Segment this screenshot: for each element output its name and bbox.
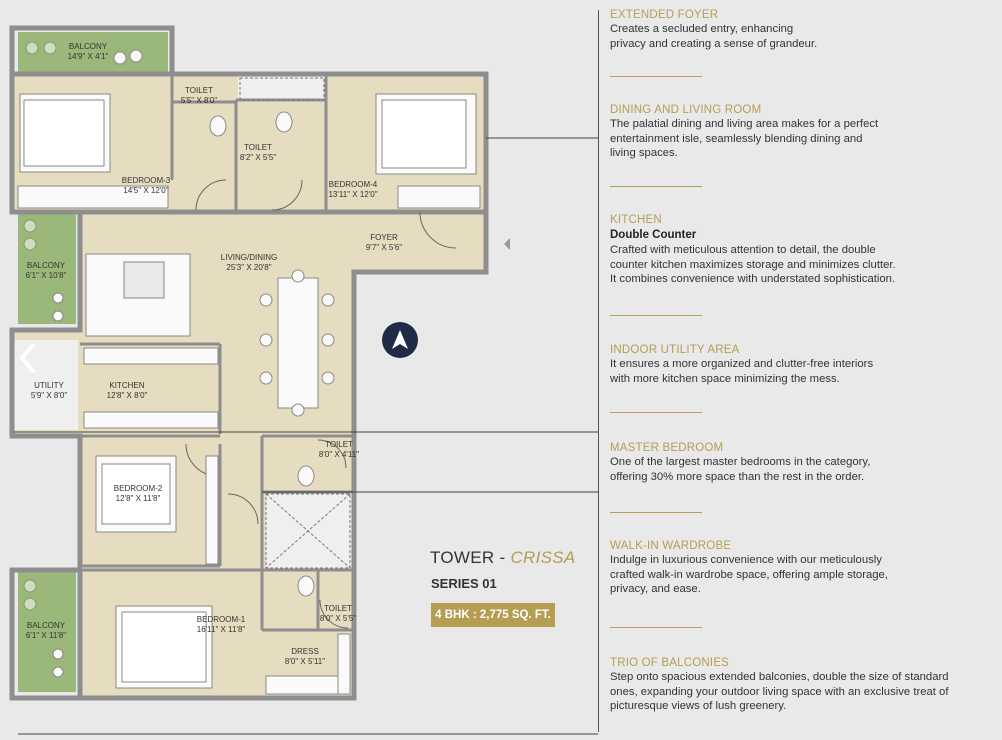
- chevron-left-icon[interactable]: [14, 340, 44, 376]
- room-label-kitchen: KITCHEN 12'8" X 8'0": [106, 381, 148, 400]
- feature-trio-balconies: TRIO OF BALCONIES Step onto spacious extended balconies, double the size of standard ones, expanding your outdoor living space with an exclusive treat of picturesque views of lush greenery.: [610, 657, 949, 712]
- room-label-balcony-top: BALCONY 14'9" X 4'1": [67, 42, 109, 61]
- panel-divider: [598, 10, 599, 732]
- room-label-bedroom-3: BEDROOM-3 14'5" X 12'0": [121, 176, 171, 195]
- room-label-foyer: FOYER 9'7" X 5'6": [365, 233, 403, 252]
- feature-dining-living: DINING AND LIVING ROOM The palatial dining and living area makes for a perfect entertainment isle, seamlessly blending dining and living spaces.: [610, 104, 879, 159]
- feature-indoor-utility: INDOOR UTILITY AREA It ensures a more organized and clutter-free interiors with more kitchen space minimizing the mess.: [610, 344, 874, 385]
- feature-separator: [610, 186, 702, 187]
- room-label-bedroom-4: BEDROOM-4 13'11" X 12'0": [328, 180, 378, 199]
- feature-separator: [610, 512, 702, 513]
- unit-size-badge: 4 BHK : 2,775 SQ. FT.: [431, 603, 555, 627]
- feature-extended-foyer: EXTENDED FOYER Creates a secluded entry, enhancing privacy and creating a sense of grandeur.: [610, 9, 818, 50]
- north-arrow-icon: [382, 322, 418, 358]
- tower-name: TOWER - CRISSA: [430, 548, 576, 567]
- feature-walk-in-wardrobe: WALK-IN WARDROBE Indulge in luxurious convenience with our meticulously crafted walk-in wardrobe space, offering ample storage, privacy, and ease.: [610, 540, 888, 595]
- feature-separator: [610, 315, 702, 316]
- room-label-toilet-4: TOILET 8'0" X 5'5": [319, 604, 357, 623]
- feature-kitchen: KITCHEN Double Counter Crafted with meticulous attention to detail, the double counter kitchen maximizes storage and minimizes clutter. It combines convenience with understated sophistication.: [610, 214, 896, 285]
- room-label-toilet-1: TOILET 5'5" X 8'0": [180, 86, 218, 105]
- room-label-toilet-2: TOILET 8'2" X 5'5": [239, 143, 277, 162]
- feature-separator: [610, 412, 702, 413]
- feature-separator: [610, 76, 702, 77]
- feature-separator: [610, 627, 702, 628]
- room-label-bedroom-1: BEDROOM-1 16'11" X 11'8": [196, 615, 246, 634]
- room-label-dress: DRESS 8'0" X 5'11": [284, 647, 326, 666]
- feature-master-bedroom: MASTER BEDROOM One of the largest master bedrooms in the category, offering 30% more space than the rest in the order.: [610, 442, 871, 483]
- room-label-living-dining: LIVING/DINING 25'3" X 20'8": [220, 253, 278, 272]
- room-label-balcony-left: BALCONY 6'1" X 10'8": [25, 261, 67, 280]
- room-label-bedroom-2: BEDROOM-2 12'8" X 11'8": [113, 484, 163, 503]
- room-label-toilet-3: TOILET 8'0" X 4'11": [318, 440, 360, 459]
- room-label-balcony-bottom: BALCONY 6'1" X 11'8": [25, 621, 67, 640]
- room-label-utility: UTILITY 5'9" X 8'0": [30, 381, 68, 400]
- series-label: SERIES 01: [431, 576, 497, 591]
